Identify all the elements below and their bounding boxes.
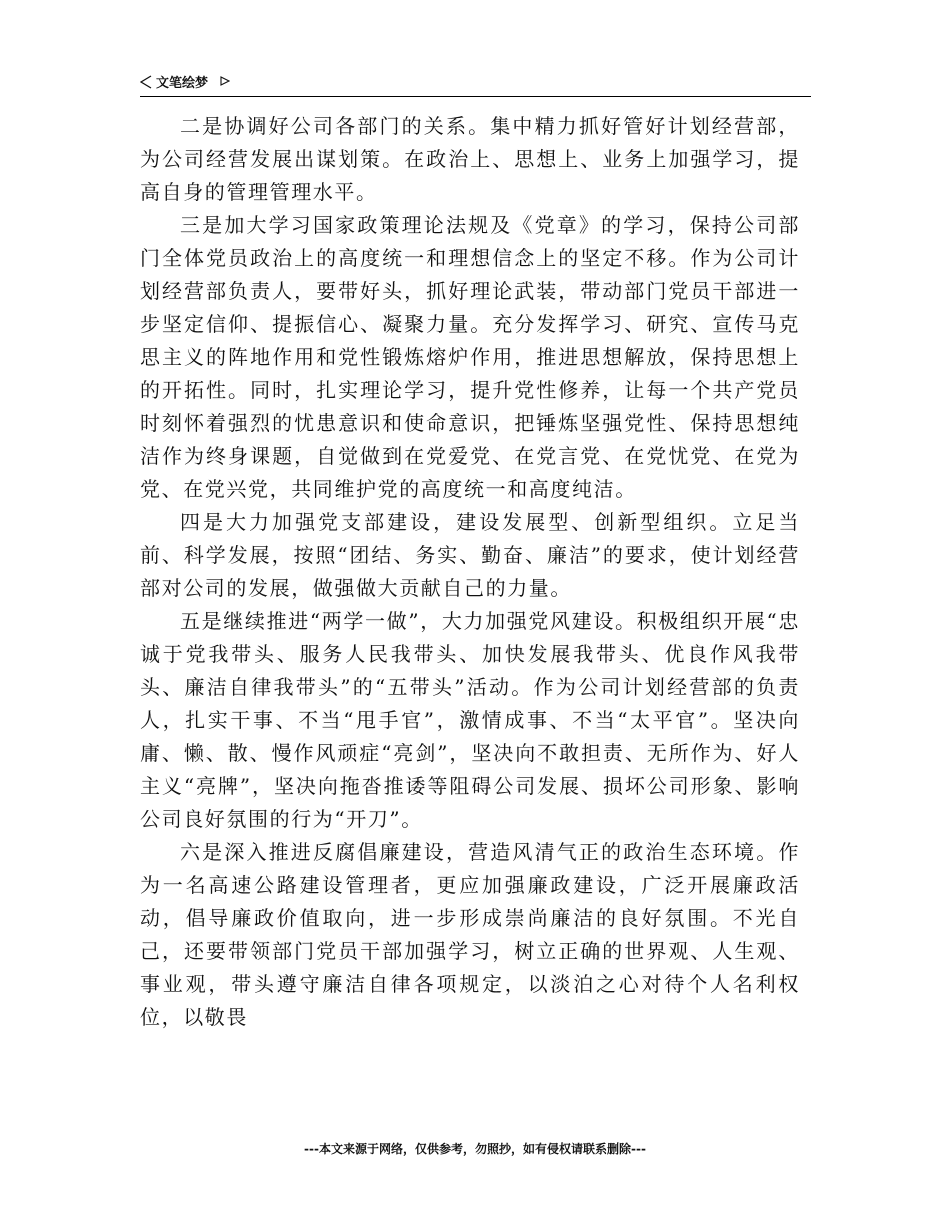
right-triangle-icon xyxy=(220,75,230,85)
brand xyxy=(140,72,230,91)
brand-name: 文笔绘梦 xyxy=(156,76,209,91)
left-triangle-icon xyxy=(140,75,152,89)
paragraph-2: 二是协调好公司各部门的关系。集中精力抓好管好计划经营部，为公司经营发展出谋划策。在政治上、思想上、业务上加强学习，提高自身的管理管理水平。 xyxy=(140,114,800,204)
page-header xyxy=(140,66,811,97)
paragraph-3: 三是加大学习国家政策理论法规及《党章》的学习，保持公司部门全体党员政治上的高度统一和理想信念上的坚定不移。作为公司计划经营部负责人，要带好头，抓好理论武装，带动部门党员干部进一步坚定信仰、提振信心、凝聚力量。充分发挥学习、研究、宣传马克思主义的阵地作用和党性锻炼熔炉作用，推进思想解放，保持思想上的开拓性。同时，扎实理论学习，提升党性修养，让每一个共产党员时刻怀着强烈的忧患意识和使命意识，把锤炼坚强党性、保持思想纯洁作为终身课题，自觉做到在党爱党、在党言党、在党忧党、在党为党、在党兴党，共同维护党的高度统一和高度纯洁。 xyxy=(140,213,800,501)
source-disclaimer: ---本文来源于网络，仅供参考，勿照抄，如有侵权请联系删除--- xyxy=(304,1142,646,1156)
paragraph-5: 五是继续推进“两学一做”，大力加强党风建设。积极组织开展“忠诚于党我带头、服务人民我带头、加快发展我带头、优良作风我带头、廉洁自律我带头”的“五带头”活动。作为公司计划经营部的负责人，扎实干事、不当“甩手官”，激情成事、不当“太平官”。坚决向庸、懒、散、慢作风顽症“亮剑”，坚决向不敢担责、无所作为、好人主义“亮牌”，坚决向拖沓推诿等阻碍公司发展、损坏公司形象、影响公司良好氛围的行为“开刀”。 xyxy=(140,609,800,831)
paragraph-6: 六是深入推进反腐倡廉建设，营造风清气正的政治生态环境。作为一名高速公路建设管理者，更应加强廉政建设，广泛开展廉政活动，倡导廉政价值取向，进一步形成崇尚廉洁的良好氛围。不光自己，还要带领部门党员干部加强学习，树立正确的世界观、人生观、事业观，带头遵守廉洁自律各项规定，以淡泊之心对待个人名利权位，以敬畏 xyxy=(140,840,800,1029)
document-body xyxy=(140,110,800,1034)
paragraph-4: 四是大力加强党支部建设，建设发展型、创新型组织。立足当前、科学发展，按照“团结、务实、勤奋、廉洁”的要求，使计划经营部对公司的发展，做强做大贡献自己的力量。 xyxy=(140,510,800,600)
